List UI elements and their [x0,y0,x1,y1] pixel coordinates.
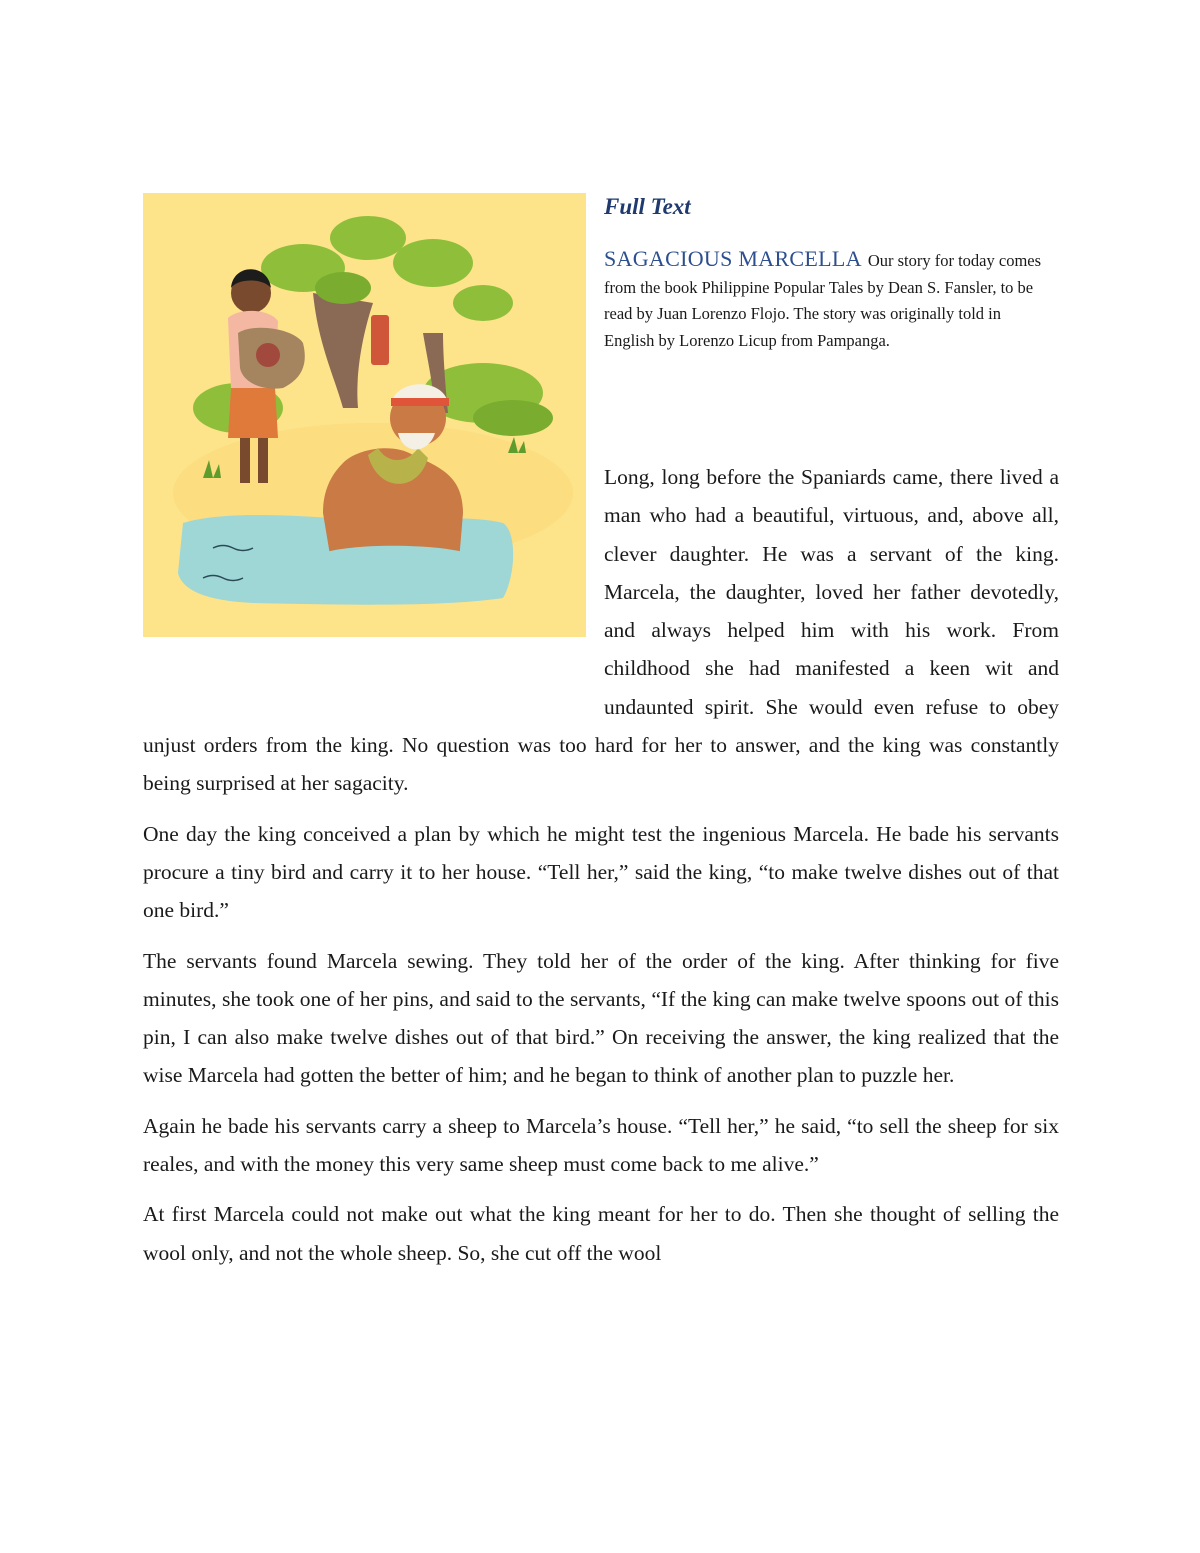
intro-paragraph [604,246,1054,354]
illustration-wrap-space [143,458,604,688]
story-title: SAGACIOUS MARCELLA [604,246,862,271]
story-body [143,458,1059,1284]
story-paragraph: One day the king conceived a plan by which he might test the ingenious Marcela. He bade his servants procure a tiny bird and carry it to her house. “Tell her,” said the king, “to make twelve dishes out of that one bird.” [143,821,1059,923]
story-paragraph: Again he bade his servants carry a sheep to Marcela’s house. “Tell her,” he said, “to sell the sheep for six reales, and with the money this very same sheep must come back to me alive.” [143,1113,1059,1177]
intro-text: Our story for today comes from the book Philippine Popular Tales by Dean S. Fansler, to be read by Juan Lorenzo Flojo. The story was originally told in English by Lorenzo Licup from Pampanga. [604,251,1042,350]
story-paragraph: The servants found Marcela sewing. They told her of the order of the king. After thinking for five minutes, she took one of her pins, and said to the servants, “If the king can make twelve spoons out of this pin, I can also make twelve dishes out of that bird.” On receiving the answer, the king realized that the wise Marcela had gotten the better of him; and he began to think of another plan to puzzle her. [143,948,1059,1088]
story-paragraph: At first Marcela could not make out what the king meant for her to do. Then she thought of selling the wool only, and not the whole sheep. So, she cut off the wool [143,1202,1059,1265]
story-paragraph: Long, long before the Spaniards came, there lived a man who had a beautiful, virtuous, and, above all, clever daughter. He was a servant of the king. Marcela, the daughter, loved her father devotedly, and always helped him with his work. From childhood she had manifested a keen wit and undaunted spirit. She would even refuse to obey unjust orders from the king. No question was too hard for her to answer, and the king was constantly being surprised at her sagacity. [143,465,1059,796]
full-text-heading: Full Text [604,194,691,219]
